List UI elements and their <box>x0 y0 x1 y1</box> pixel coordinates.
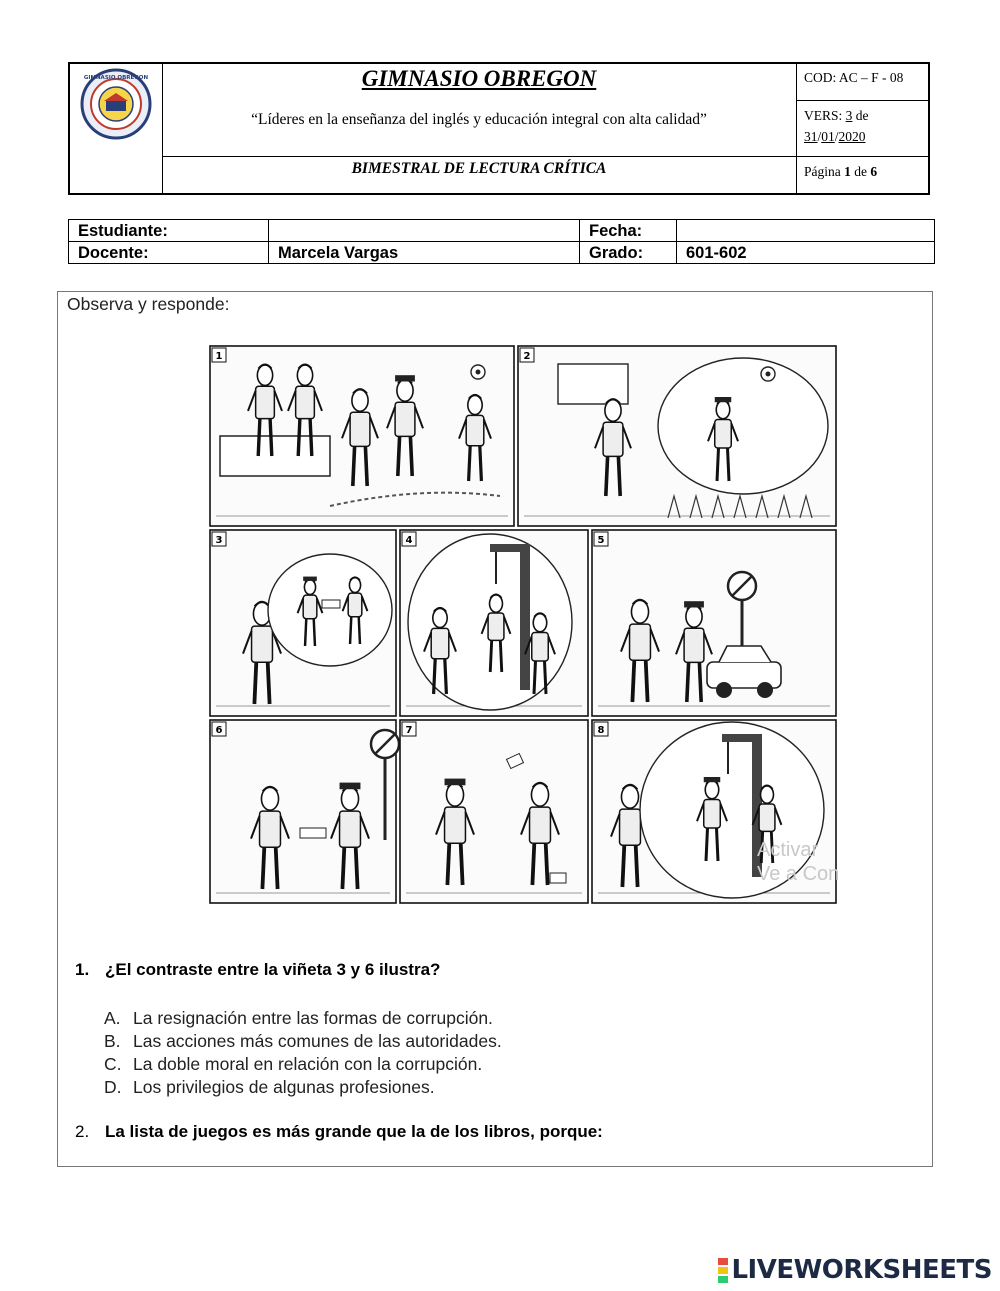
version-de: de <box>855 108 869 123</box>
version-date: 31/01/2020 <box>804 129 866 144</box>
option-text: La resignación entre las formas de corrupción. <box>133 1008 493 1028</box>
question-number: 1. <box>75 960 90 979</box>
question-text: ¿El contraste entre la viñeta 3 y 6 ilustra? <box>105 960 441 979</box>
comic-panel <box>210 346 514 526</box>
code-cell <box>796 64 928 101</box>
teacher-label: Docente: <box>69 242 269 264</box>
panel-number: 1 <box>215 351 223 362</box>
option-letter: D. <box>104 1077 122 1097</box>
version-cell <box>796 100 928 157</box>
watermark-line-1: Activar <box>757 839 819 861</box>
option-b[interactable] <box>104 1031 502 1052</box>
panel-number: 2 <box>523 351 531 362</box>
panel-number: 6 <box>215 725 223 736</box>
document-code: COD: AC – F - 08 <box>804 70 904 85</box>
comic-panel <box>400 530 588 716</box>
brand-block <box>718 1258 728 1265</box>
brand-block <box>718 1276 728 1283</box>
option-c[interactable] <box>104 1054 482 1075</box>
question-number: 2. <box>75 1122 90 1141</box>
school-motto: “Líderes en la enseñanza del inglés y educación integral con alta calidad” <box>251 111 707 128</box>
page-current: 1 <box>844 164 851 179</box>
page-indicator <box>804 162 877 182</box>
comic-panel <box>518 346 836 526</box>
option-letter: C. <box>104 1054 122 1074</box>
panel-number: 4 <box>405 535 413 546</box>
version-year: 2020 <box>838 129 866 144</box>
page-cell <box>796 156 928 193</box>
brand-block <box>718 1267 728 1274</box>
page-total: 6 <box>870 164 878 179</box>
grade-label: Grado: <box>580 242 677 264</box>
comic-panel <box>210 720 399 903</box>
student-info-table <box>68 219 935 264</box>
date-label: Fecha: <box>580 220 677 242</box>
watermark-line-2: Ve a Con <box>757 863 840 885</box>
logo-cell <box>70 64 163 193</box>
panel-number: 8 <box>597 725 605 736</box>
activation-watermark <box>757 838 839 886</box>
version-day: 31 <box>804 129 818 144</box>
exam-title: BIMESTRAL DE LECTURA CRÍTICA <box>351 160 607 177</box>
panel-number: 5 <box>597 535 605 546</box>
option-text: Las acciones más comunes de las autoridades. <box>133 1031 502 1051</box>
comic-panel <box>210 530 396 716</box>
question-2 <box>75 1122 603 1142</box>
page-label: Página <box>804 164 841 179</box>
option-text: La doble moral en relación con la corrupción. <box>133 1054 483 1074</box>
version-line <box>804 106 869 126</box>
brand-text: LIVEWORKSHEETS <box>731 1255 992 1285</box>
question-text: La lista de juegos es más grande que la de los libros, porque: <box>105 1122 603 1141</box>
panel-number: 3 <box>215 535 223 546</box>
document-control-cell <box>796 64 928 193</box>
question-1 <box>75 960 440 980</box>
logo-lettering: GIMNASIO OBREGON <box>83 75 149 81</box>
version-month: 01 <box>821 129 835 144</box>
comic-panel <box>592 530 836 716</box>
title-box <box>162 64 796 157</box>
brand-logo-icon <box>718 1257 728 1284</box>
option-letter: B. <box>104 1031 121 1051</box>
option-text: Los privilegios de algunas profesiones. <box>133 1077 435 1097</box>
document-header <box>68 62 930 195</box>
date-field[interactable] <box>677 220 935 242</box>
instruction-text: Observa y responde: <box>67 294 230 314</box>
option-letter: A. <box>104 1008 121 1028</box>
comic-panel <box>400 720 588 903</box>
comic-strip <box>208 342 838 905</box>
title-cell <box>162 64 797 193</box>
student-field[interactable] <box>269 220 580 242</box>
option-d[interactable] <box>104 1077 435 1098</box>
liveworksheets-brand <box>718 1255 992 1285</box>
school-logo-icon <box>70 64 162 193</box>
student-label: Estudiante: <box>69 220 269 242</box>
question-box <box>57 291 933 1167</box>
table-row <box>69 242 935 264</box>
school-name: GIMNASIO OBREGON <box>361 66 597 91</box>
teacher-value: Marcela Vargas <box>269 242 580 264</box>
page-de: de <box>854 164 867 179</box>
option-a[interactable] <box>104 1008 493 1029</box>
version-number: 3 <box>845 108 853 123</box>
table-row <box>69 220 935 242</box>
grade-value: 601-602 <box>677 242 935 264</box>
version-label: VERS: <box>804 108 843 123</box>
panel-number: 7 <box>405 725 413 736</box>
